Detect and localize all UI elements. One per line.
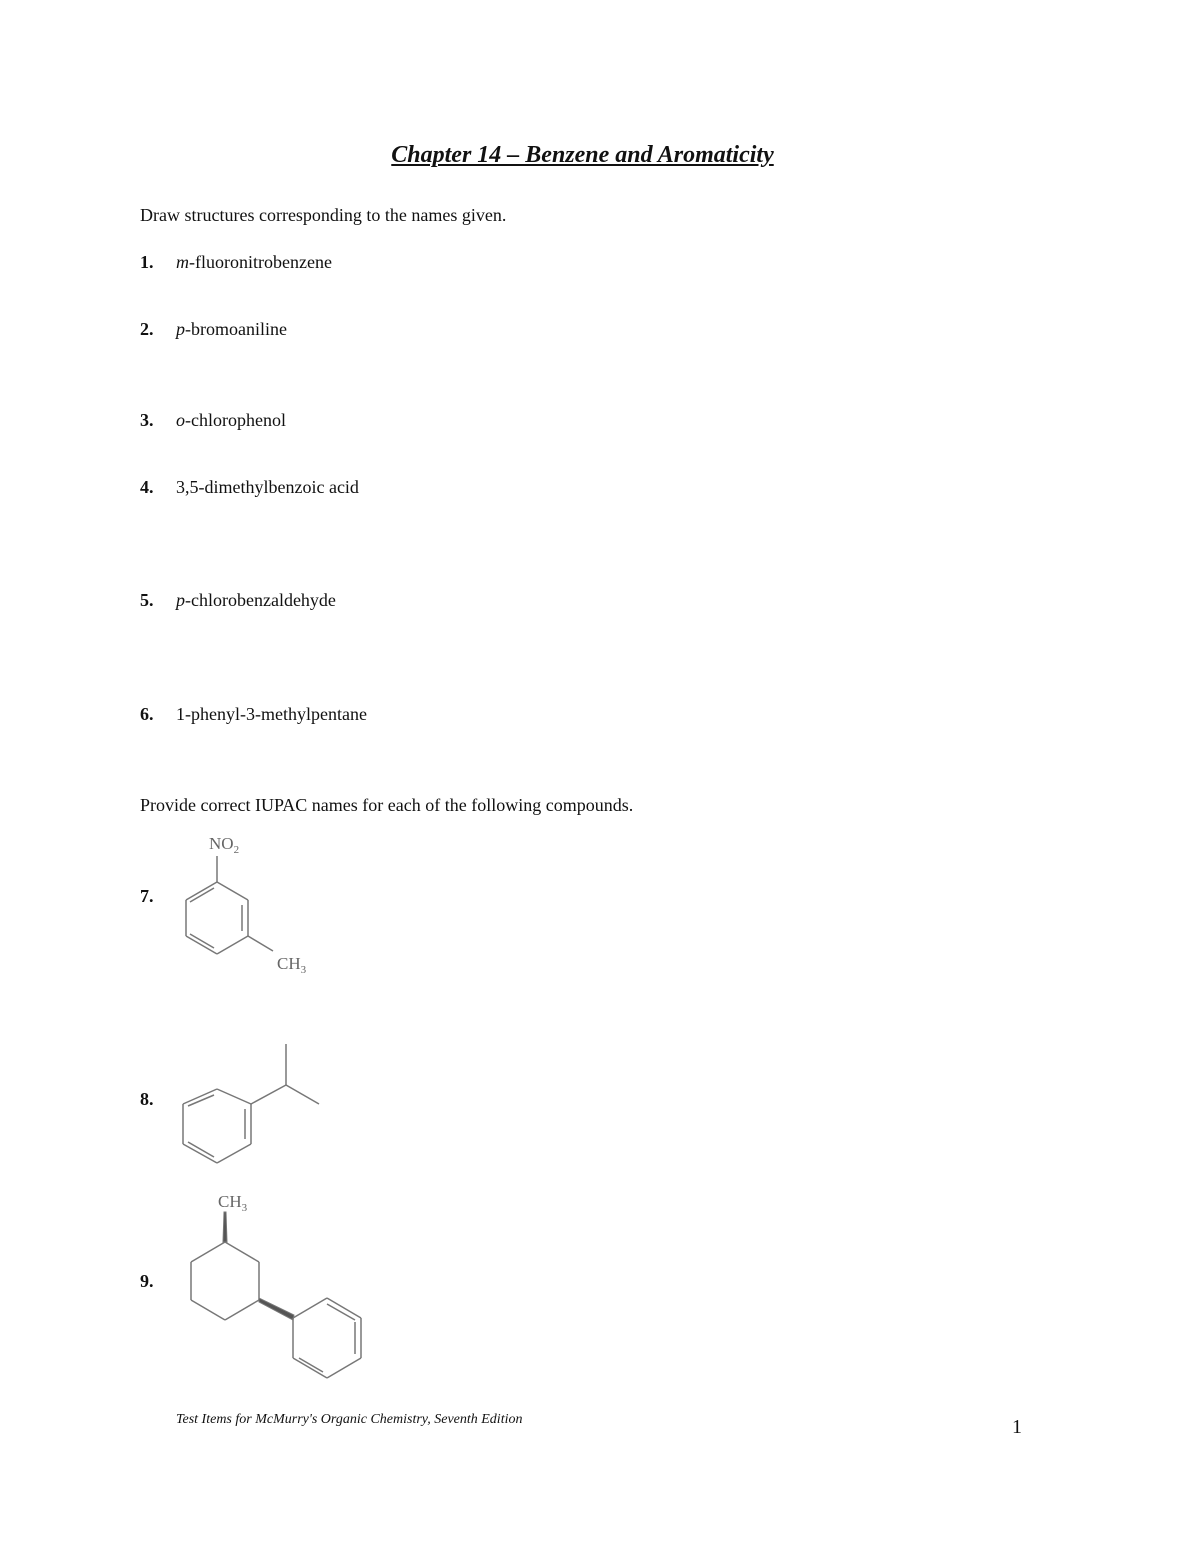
structure-9 [175, 1188, 375, 1388]
question-number: 5. [140, 590, 154, 610]
page-number: 1 [1012, 1416, 1022, 1438]
benzene-ring [186, 856, 273, 954]
structure-7 [170, 830, 330, 980]
nitro-label: $NO_2$ [209, 834, 240, 856]
compound-name: -bromoaniline [185, 319, 287, 339]
footer-text: Test Items for McMurry's Organic Chemistry, Seventh Edition [176, 1412, 523, 1427]
compound-name: 3,5-dimethylbenzoic acid [176, 477, 359, 497]
question-text [176, 704, 367, 725]
locant-prefix: o [176, 410, 185, 430]
wedge-bond-phenyl [259, 1298, 294, 1320]
cyclohexane-ring [191, 1242, 259, 1320]
question-text [176, 477, 359, 498]
question-text [176, 410, 286, 431]
question-number: 9. [140, 1271, 154, 1291]
section2-instruction: Provide correct IUPAC names for each of the following compounds. [140, 795, 634, 815]
structure-8 [170, 1035, 330, 1175]
question-number: 8. [140, 1089, 154, 1109]
question-number: 6. [140, 704, 154, 724]
isopropylbenzene-skeleton [183, 1044, 319, 1163]
locant-prefix: p [176, 319, 185, 339]
question-number: 3. [140, 410, 154, 430]
question-text [176, 252, 332, 273]
question-number: 4. [140, 477, 154, 497]
locant-prefix: m [176, 252, 189, 272]
phenyl-ring [293, 1298, 361, 1378]
compound-name: -fluoronitrobenzene [189, 252, 332, 272]
compound-name: -chlorobenzaldehyde [185, 590, 336, 610]
question-number: 2. [140, 319, 154, 339]
page-title: Chapter 14 – Benzene and Aromaticity [391, 142, 774, 168]
compound-name: 1-phenyl-3-methylpentane [176, 704, 367, 724]
question-text [176, 590, 336, 611]
locant-prefix: p [176, 590, 185, 610]
methyl-label: $CH_3$ [277, 954, 307, 976]
question-number: 1. [140, 252, 154, 272]
methyl-label: $CH_3$ [218, 1192, 248, 1214]
wedge-bond-methyl [223, 1212, 227, 1242]
question-number: 7. [140, 886, 154, 906]
question-text [176, 319, 287, 340]
compound-name: -chlorophenol [185, 410, 286, 430]
section1-instruction: Draw structures corresponding to the names given. [140, 205, 507, 225]
